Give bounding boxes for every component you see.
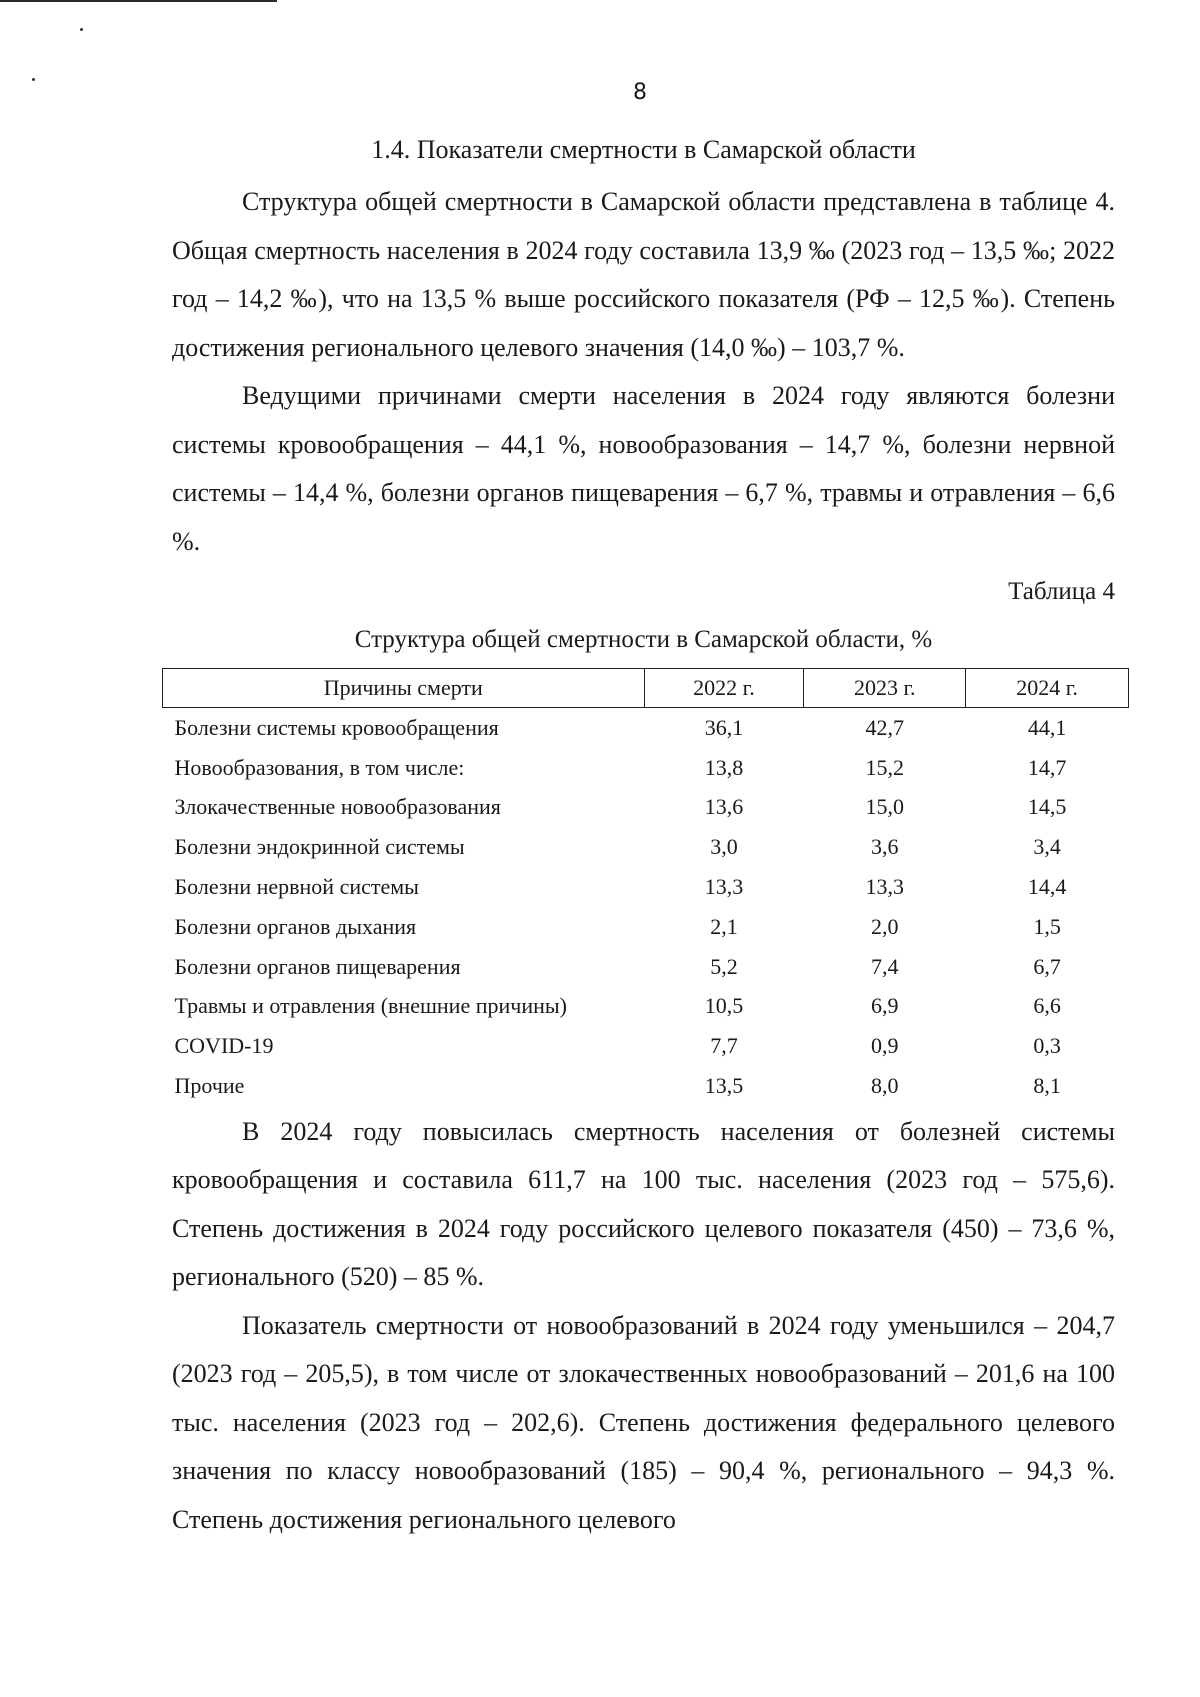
value-cell: 3,4	[1033, 834, 1061, 860]
paragraph: Структура общей смертности в Самарской области представлена в таблице 4. Общая смертность населения в 2024 году составила 13,9 ‰ (2023 год – 13,5 ‰; 2022 год – 14,2 ‰), что на 13,5 % выше российского показателя (РФ – 12,5 ‰). Степень достижения регионального целевого значения (14,0 ‰) – 103,7 %.	[172, 187, 1115, 362]
scan-edge-line	[0, 0, 277, 2]
value-cell: 14,7	[1027, 754, 1067, 780]
value-cell: 6,7	[1033, 953, 1061, 979]
table-row	[163, 907, 1129, 947]
value-cell: 36,1	[704, 714, 744, 740]
header-cause: Причины смерти	[163, 669, 645, 708]
value-cell: 1,5	[1033, 913, 1061, 939]
cause-cell: Болезни системы кровообращения	[174, 714, 499, 740]
table-row	[163, 987, 1129, 1027]
table-row	[163, 1026, 1129, 1066]
section-title: 1.4. Показатели смертности в Самарской области	[371, 135, 916, 164]
header-year: 2023 г.	[804, 669, 966, 708]
paragraph: В 2024 году повысилась смертность населения от болезней системы кровообращения и составила 611,7 на 100 тыс. населения (2023 год – 575,6). Степень достижения в 2024 году российского целевого показателя (450) – 73,6 %, регионального (520) – 85 %.	[172, 1116, 1115, 1292]
value-cell: 0,3	[1033, 1033, 1061, 1059]
value-cell: 13,3	[704, 874, 744, 900]
value-cell: 13,3	[865, 874, 904, 900]
value-cell: 13,5	[704, 1073, 744, 1099]
value-cell: 44,1	[1027, 714, 1067, 740]
value-cell: 2,0	[871, 913, 899, 939]
table-row	[163, 788, 1129, 828]
scan-speck	[80, 28, 83, 31]
cause-cell: Прочие	[174, 1073, 245, 1099]
value-cell: 3,6	[871, 834, 899, 860]
value-cell: 0,9	[871, 1033, 899, 1059]
mortality-table	[162, 668, 1129, 1106]
table-row	[163, 708, 1129, 748]
value-cell: 15,0	[865, 794, 904, 820]
table-caption: Структура общей смертности в Самарской области, %	[354, 626, 933, 653]
value-cell: 14,5	[1027, 794, 1067, 820]
table-row	[163, 1066, 1129, 1106]
value-cell: 13,8	[704, 754, 744, 780]
cause-cell: Болезни органов дыхания	[174, 913, 417, 939]
value-cell: 5,2	[710, 953, 738, 979]
page-number: 8	[633, 80, 647, 105]
value-cell: 3,0	[710, 834, 738, 860]
paragraph: Показатель смертности от новообразований в 2024 году уменьшился – 204,7 (2023 год – 205,5), в том числе от злокачественных новообразований – 201,6 на 100 тыс. населения (2023 год – 202,6). Степень достижения федерального целевого значения по классу новообразований (185) – 90,4 %, регионального – 94,3 %. Степень достижения регионального целевого	[172, 1310, 1115, 1534]
table-header-row	[163, 669, 1129, 708]
value-cell: 6,6	[1033, 993, 1061, 1019]
cause-cell: Болезни эндокринной системы	[174, 834, 465, 860]
header-year: 2024 г.	[966, 669, 1129, 708]
value-cell: 15,2	[865, 754, 904, 780]
table-row	[163, 827, 1129, 867]
table-label: Таблица 4	[1008, 578, 1115, 605]
value-cell: 6,9	[871, 993, 899, 1019]
table-row	[163, 867, 1129, 907]
cause-cell: Болезни органов пищеварения	[174, 953, 461, 979]
document-body	[172, 128, 1115, 1544]
header-year: 2022 г.	[644, 669, 804, 708]
value-cell: 7,7	[710, 1033, 738, 1059]
cause-cell: COVID-19	[174, 1033, 274, 1059]
table-row	[163, 748, 1129, 788]
value-cell: 13,6	[704, 794, 744, 820]
value-cell: 8,0	[871, 1073, 899, 1099]
value-cell: 2,1	[710, 913, 738, 939]
value-cell: 14,4	[1027, 874, 1067, 900]
cause-cell: Злокачественные новообразования	[174, 794, 501, 820]
value-cell: 7,4	[871, 953, 899, 979]
value-cell: 8,1	[1033, 1073, 1061, 1099]
paragraph: Ведущими причинами смерти населения в 2024 году являются болезни системы кровообращения – 44,1 %, новообразования – 14,7 %, болезни нервной системы – 14,4 %, болезни органов пищеварения – 6,7 %, травмы и отравления – 6,6 %.	[172, 381, 1115, 556]
table-row	[163, 947, 1129, 987]
cause-cell: Новообразования, в том числе:	[174, 754, 465, 780]
cause-cell: Болезни нервной системы	[174, 874, 419, 900]
value-cell: 42,7	[865, 714, 904, 740]
cause-cell: Травмы и отравления (внешние причины)	[174, 993, 567, 1019]
value-cell: 10,5	[704, 993, 744, 1019]
